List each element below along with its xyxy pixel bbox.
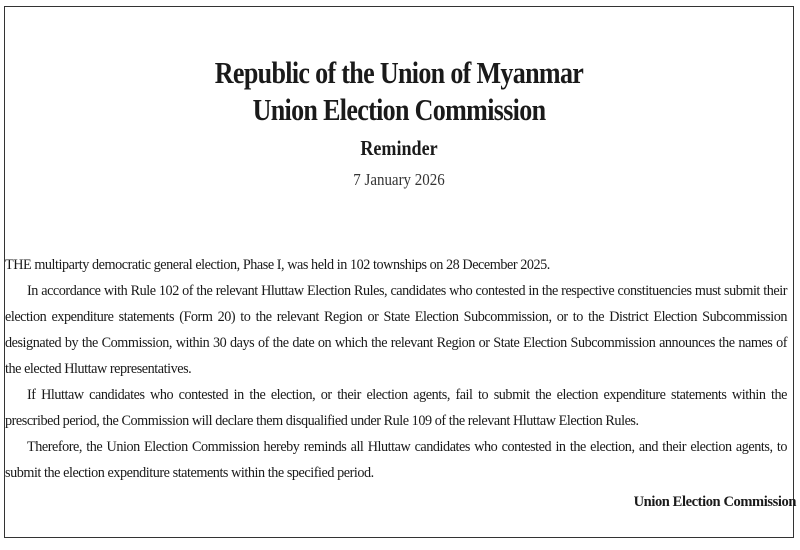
notice-heading: Reminder (360, 136, 438, 160)
paragraph-disqualification: If Hluttaw candidates who contested in the election, or their election agents, fail to submit the election expenditure statements within the prescribed period, the Commission will declare them disqualified under Rule 109 of the relevant Hluttaw Election Rules. (5, 387, 787, 429)
notice-date: 7 January 2026 (353, 170, 445, 189)
paragraph-reminder: Therefore, the Union Election Commission hereby reminds all Hluttaw candidates who contested in the election, and their election agents, to submit the election expenditure statements within the specified period. (5, 439, 787, 481)
signature: Union Election Commission (633, 494, 796, 510)
title-commission: Union Election Commission (252, 92, 546, 127)
title-country: Republic of the Union of Myanmar (214, 55, 584, 90)
paragraph-intro: THE multiparty democratic general election, Phase I, was held in 102 townships on 28 December 2025. (5, 257, 550, 273)
notice-body (5, 252, 787, 486)
paragraph-rule-102: In accordance with Rule 102 of the relevant Hluttaw Election Rules, candidates who contested in the respective constituencies must submit their election expenditure statements (Form 20) to the relevant Region or State Election Subcommission, or to the District Election Subcommission designated by the Commission, within 30 days of the date on which the relevant Region or State Election Subcommission announces the names of the elected Hluttaw representatives. (5, 283, 787, 377)
notice-header (5, 55, 793, 191)
